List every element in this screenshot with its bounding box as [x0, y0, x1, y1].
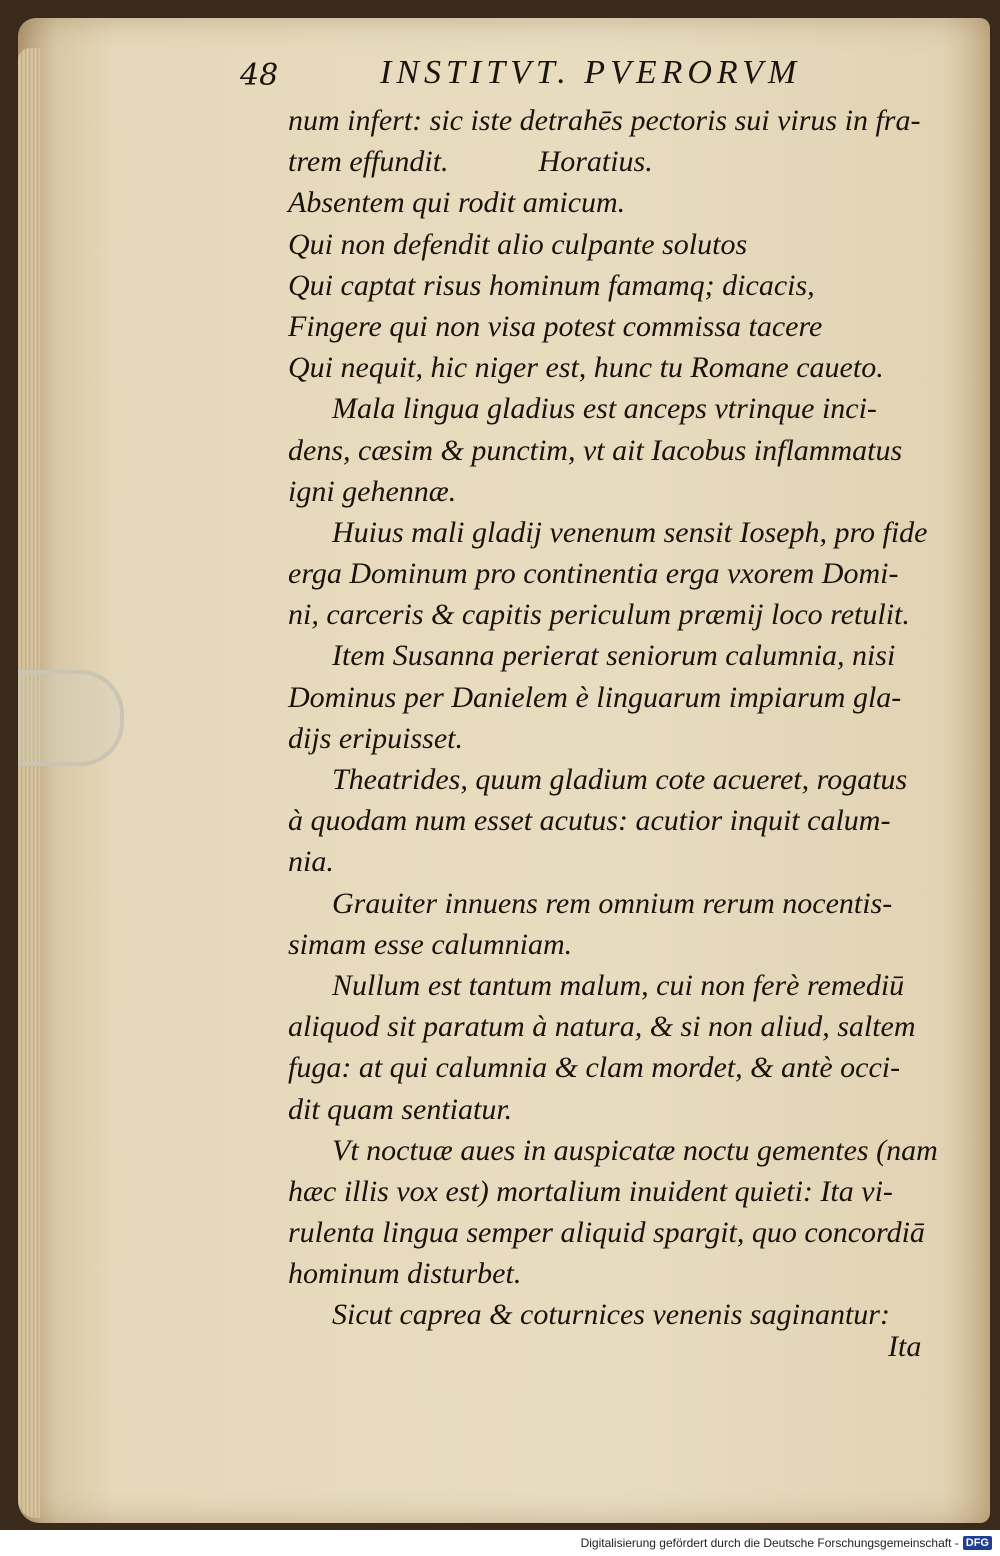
line-text: Nullum est tantum malum, cui non ferè remediū — [332, 968, 905, 1002]
line-text: Theatrides, quum gladium cote acueret, rogatus — [332, 763, 908, 796]
text-line — [288, 759, 948, 800]
text-line — [288, 1294, 948, 1335]
footer-credit: Digitalisierung gefördert durch die Deutsche Forschungsgemeinschaft - — [580, 1536, 959, 1550]
text-line — [288, 182, 948, 223]
line-text: nia. — [288, 845, 334, 879]
line-text: Grauiter innuens rem omnium rerum nocentis- — [332, 886, 893, 920]
text-line — [288, 100, 948, 141]
line-text: Fingere qui non visa potest commissa tacere — [288, 309, 823, 343]
text-line — [288, 265, 948, 306]
text-line — [288, 388, 948, 429]
text-line — [288, 718, 948, 759]
line-text: Mala lingua gladius est anceps vtrinque inci- — [332, 392, 877, 426]
line-text: Qui captat risus hominum famamq; dicacis, — [288, 268, 815, 302]
text-line — [288, 306, 948, 347]
text-line — [288, 800, 948, 841]
line-text: trem effundit. — [288, 145, 449, 179]
text-line — [288, 1130, 948, 1171]
line-text: dens, cæsim & punctim, vt ait Iacobus inflammatus — [288, 433, 903, 467]
line-text: Huius mali gladij venenum sensit Ioseph, pro fide — [332, 515, 928, 549]
line-text: hominum disturbet. — [288, 1257, 522, 1291]
page-fore-edge — [18, 48, 40, 1518]
page-header — [240, 52, 900, 100]
text-line — [288, 430, 948, 471]
text-block — [288, 100, 948, 1336]
line-text: rulenta lingua semper aliquid spargit, quo concordiā — [288, 1216, 925, 1250]
text-line — [288, 965, 948, 1006]
text-line — [288, 141, 948, 182]
running-title: INSTITVT. PVERORVM — [380, 54, 802, 91]
line-text: dijs eripuisset. — [288, 721, 464, 755]
text-line — [288, 1212, 948, 1253]
text-line — [288, 224, 948, 265]
line-text: igni gehennæ. — [288, 474, 457, 508]
text-line — [288, 883, 948, 924]
line-text: num infert: sic iste detrahēs pectoris sui virus in fra- — [288, 104, 921, 137]
line-text: fuga: at qui calumnia & clam mordet, & antè occi- — [288, 1051, 901, 1085]
text-line — [288, 1089, 948, 1130]
text-line — [288, 924, 948, 965]
line-text: Absentem qui rodit amicum. — [288, 186, 626, 220]
text-line — [288, 677, 948, 718]
dfg-logo: DFG — [963, 1536, 992, 1550]
line-text: simam esse calumniam. — [288, 927, 573, 961]
line-text: hæc illis vox est) mortalium inuident quieti: Ita vi- — [288, 1174, 893, 1208]
text-line — [288, 594, 948, 635]
text-line — [288, 512, 948, 553]
text-line — [288, 347, 948, 388]
text-line — [288, 1047, 948, 1088]
text-line — [288, 841, 948, 882]
line-text: Dominus per Danielem è linguarum impiarum gla- — [288, 680, 902, 714]
line-text: Qui nequit, hic niger est, hunc tu Romane caueto. — [288, 351, 884, 385]
catchword: Ita — [888, 1330, 922, 1363]
text-line — [288, 1253, 948, 1294]
line-text: à quodam num esset acutus: acutior inquit calum- — [288, 804, 891, 838]
line-text: ni, carceris & capitis periculum præmij loco retulit. — [288, 598, 910, 632]
text-line — [288, 1171, 948, 1212]
line-text: Item Susanna perierat seniorum calumnia, nisi — [332, 639, 896, 673]
folio-number: 48 — [240, 58, 279, 93]
line-text: aliquod sit paratum à natura, & si non aliud, saltem — [288, 1010, 916, 1044]
text-line — [288, 553, 948, 594]
line-text: erga Dominum pro continentia erga vxorem Domi- — [288, 557, 899, 591]
line-text: dit quam sentiatur. — [288, 1092, 513, 1126]
line-text: Vt noctuæ aues in auspicatæ noctu gementes (nam — [332, 1133, 938, 1167]
text-line — [288, 471, 948, 512]
line-text: Qui non defendit alio culpante solutos — [288, 227, 748, 261]
line-text: Sicut caprea & coturnices venenis saginantur: — [332, 1298, 890, 1332]
author-heading: Horatius. — [538, 145, 653, 179]
digitization-footer — [581, 1536, 992, 1550]
text-line — [288, 635, 948, 676]
text-line — [288, 1006, 948, 1047]
paper-clip — [18, 670, 124, 766]
